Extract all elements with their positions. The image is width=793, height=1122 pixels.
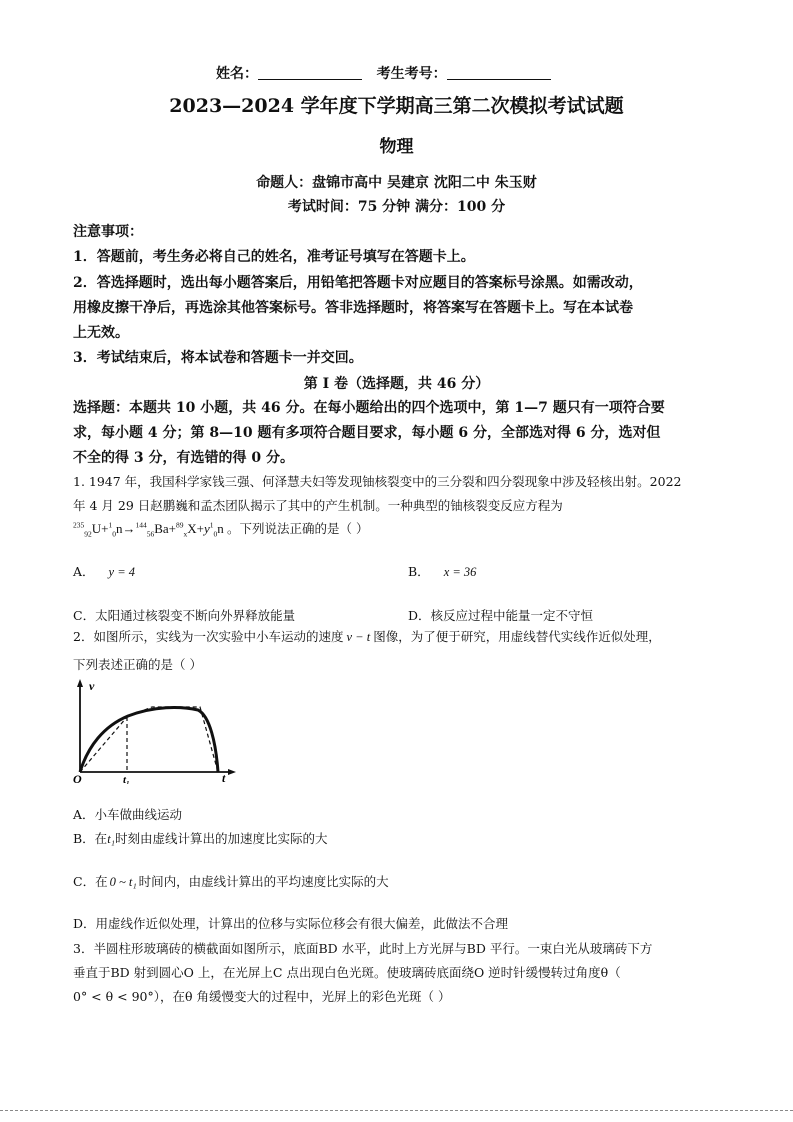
q1-option-b[interactable] [408,562,476,580]
note-item: 上无效。 [73,325,129,341]
q2-vt-symbol: v − t [346,630,371,644]
q3-stem: 0° < θ < 90°），在θ 角缓慢变大的过程中，光屏上的彩色光斑（ ） [73,989,451,1004]
q3-stem: 垂直于BD 射到圆心O 上，在光屏上C 点出现白色光斑。使玻璃砖底面绕O 逆时针缓慢转过角度θ（ [73,965,621,980]
q1-option-a[interactable] [73,562,135,580]
q1-option-c[interactable]: C．太阳通过核裂变不断向外界释放能量 [73,608,296,623]
option-text: B．在 [73,831,108,846]
q2-option-a[interactable]: A．小车做曲线运动 [73,807,183,822]
y-axis-arrow-icon [77,679,83,687]
graph-v-label: v [89,679,95,693]
note-item: 3．考试结束后，将本试卷和答题卡一并交回。 [73,350,363,366]
fission-equation: $^{235}_{92}U+^1_0n\to^{144}_{56}Ba+^{89}_xX+y^1_0n$ [73,520,228,539]
name-field [216,63,551,83]
note-item: 2．答选择题时，选出每小题答案后，用铅笔把答题卡对应题目的答案标号涂黑。如需改动， [73,275,643,291]
option-expression: y = 4 [108,565,136,579]
page-bottom-divider [0,1110,793,1111]
option-label: A． [73,564,95,579]
q2-option-c[interactable] [73,872,389,890]
note-item: 1．答题前，考生务必将自己的姓名，准考证号填写在答题卡上。 [73,249,475,265]
time-score-line: 考试时间：75 分钟 满分：100 分 [287,199,506,215]
q1-option-d[interactable]: D．核反应过程中能量一定不守恒 [408,608,594,623]
option-math: 0 ~ t₁ [109,875,137,889]
graph-t-label: t [222,771,226,784]
approx-dashed-line [80,707,218,772]
option-text: 时间内，由虚线计算出的平均速度比实际的大 [138,874,389,889]
name-label: 姓名： [216,66,258,82]
option-expression: x = 36 [443,565,477,579]
exam-id-blank[interactable] [447,65,551,80]
section-instructions: 选择题：本题共 10 小题，共 46 分。在每小题给出的四个选项中，第 1—7 题只有一项符合要 [73,400,665,416]
q2-option-d[interactable]: D．用虚线作近似处理，计算出的位移与实际位移会有很大偏差，此做法不合理 [73,916,509,931]
actual-velocity-curve [80,708,218,772]
q1-stem: 年 4 月 29 日赵鹏巍和孟杰团队揭示了其中的产生机制。一种典型的铀核裂变反应方程为 [73,498,563,513]
q2-stem [73,627,661,645]
q2-option-b[interactable] [73,829,328,847]
authors-line: 命题人：盘锦市高中 吴建京 沈阳二中 朱玉财 [256,175,537,191]
q1-equation-line [73,518,369,539]
notes-heading: 注意事项： [73,224,143,240]
section-instructions: 求，每小题 4 分；第 8—10 题有多项符合题目要求，每小题 6 分，全部选对得 6 分，选对但 [73,425,661,441]
subject-title: 物理 [379,137,414,157]
section-instructions: 不全的得 3 分，有选错的得 0 分。 [73,450,294,466]
note-item: 用橡皮擦干净后，再选涂其他答案标号。答非选择题时，将答案写在答题卡上。写在本试卷 [73,300,633,316]
name-blank[interactable] [258,65,362,80]
option-math: t₁ [107,832,116,846]
option-label: B． [408,564,430,579]
q1-question: 。下列说法正确的是（ ） [227,521,369,536]
graph-t1-label: t₁ [123,774,130,784]
graph-origin-label: O [73,772,82,784]
q2-stem-part: 2．如图所示，实线为一次实验中小车运动的速度 [73,629,344,644]
option-text: C．在 [73,874,108,889]
option-text: 时刻由虚线计算出的加速度比实际的大 [115,831,328,846]
page-title: 2023—2024 学年度下学期高三第二次模拟考试试题 [169,95,624,117]
x-axis-arrow-icon [228,769,236,775]
section-title: 第 I 卷（选择题，共 46 分） [303,376,490,392]
vt-graph [70,676,240,784]
q2-stem: 下列表述正确的是（ ） [73,657,202,672]
q3-stem: 3．半圆柱形玻璃砖的横截面如图所示，底面BD 水平，此时上方光屏与BD 平行。一束白光从玻璃砖下方 [73,941,653,956]
q2-stem-part: 图像，为了便于研究，用虚线替代实线作近似处理， [373,629,661,644]
q1-stem: 1. 1947 年，我国科学家钱三强、何泽慧夫妇等发现铀核裂变中的三分裂和四分裂现象中涉及轻核出射。2022 [73,474,682,489]
exam-id-label: 考生考号： [376,66,447,82]
